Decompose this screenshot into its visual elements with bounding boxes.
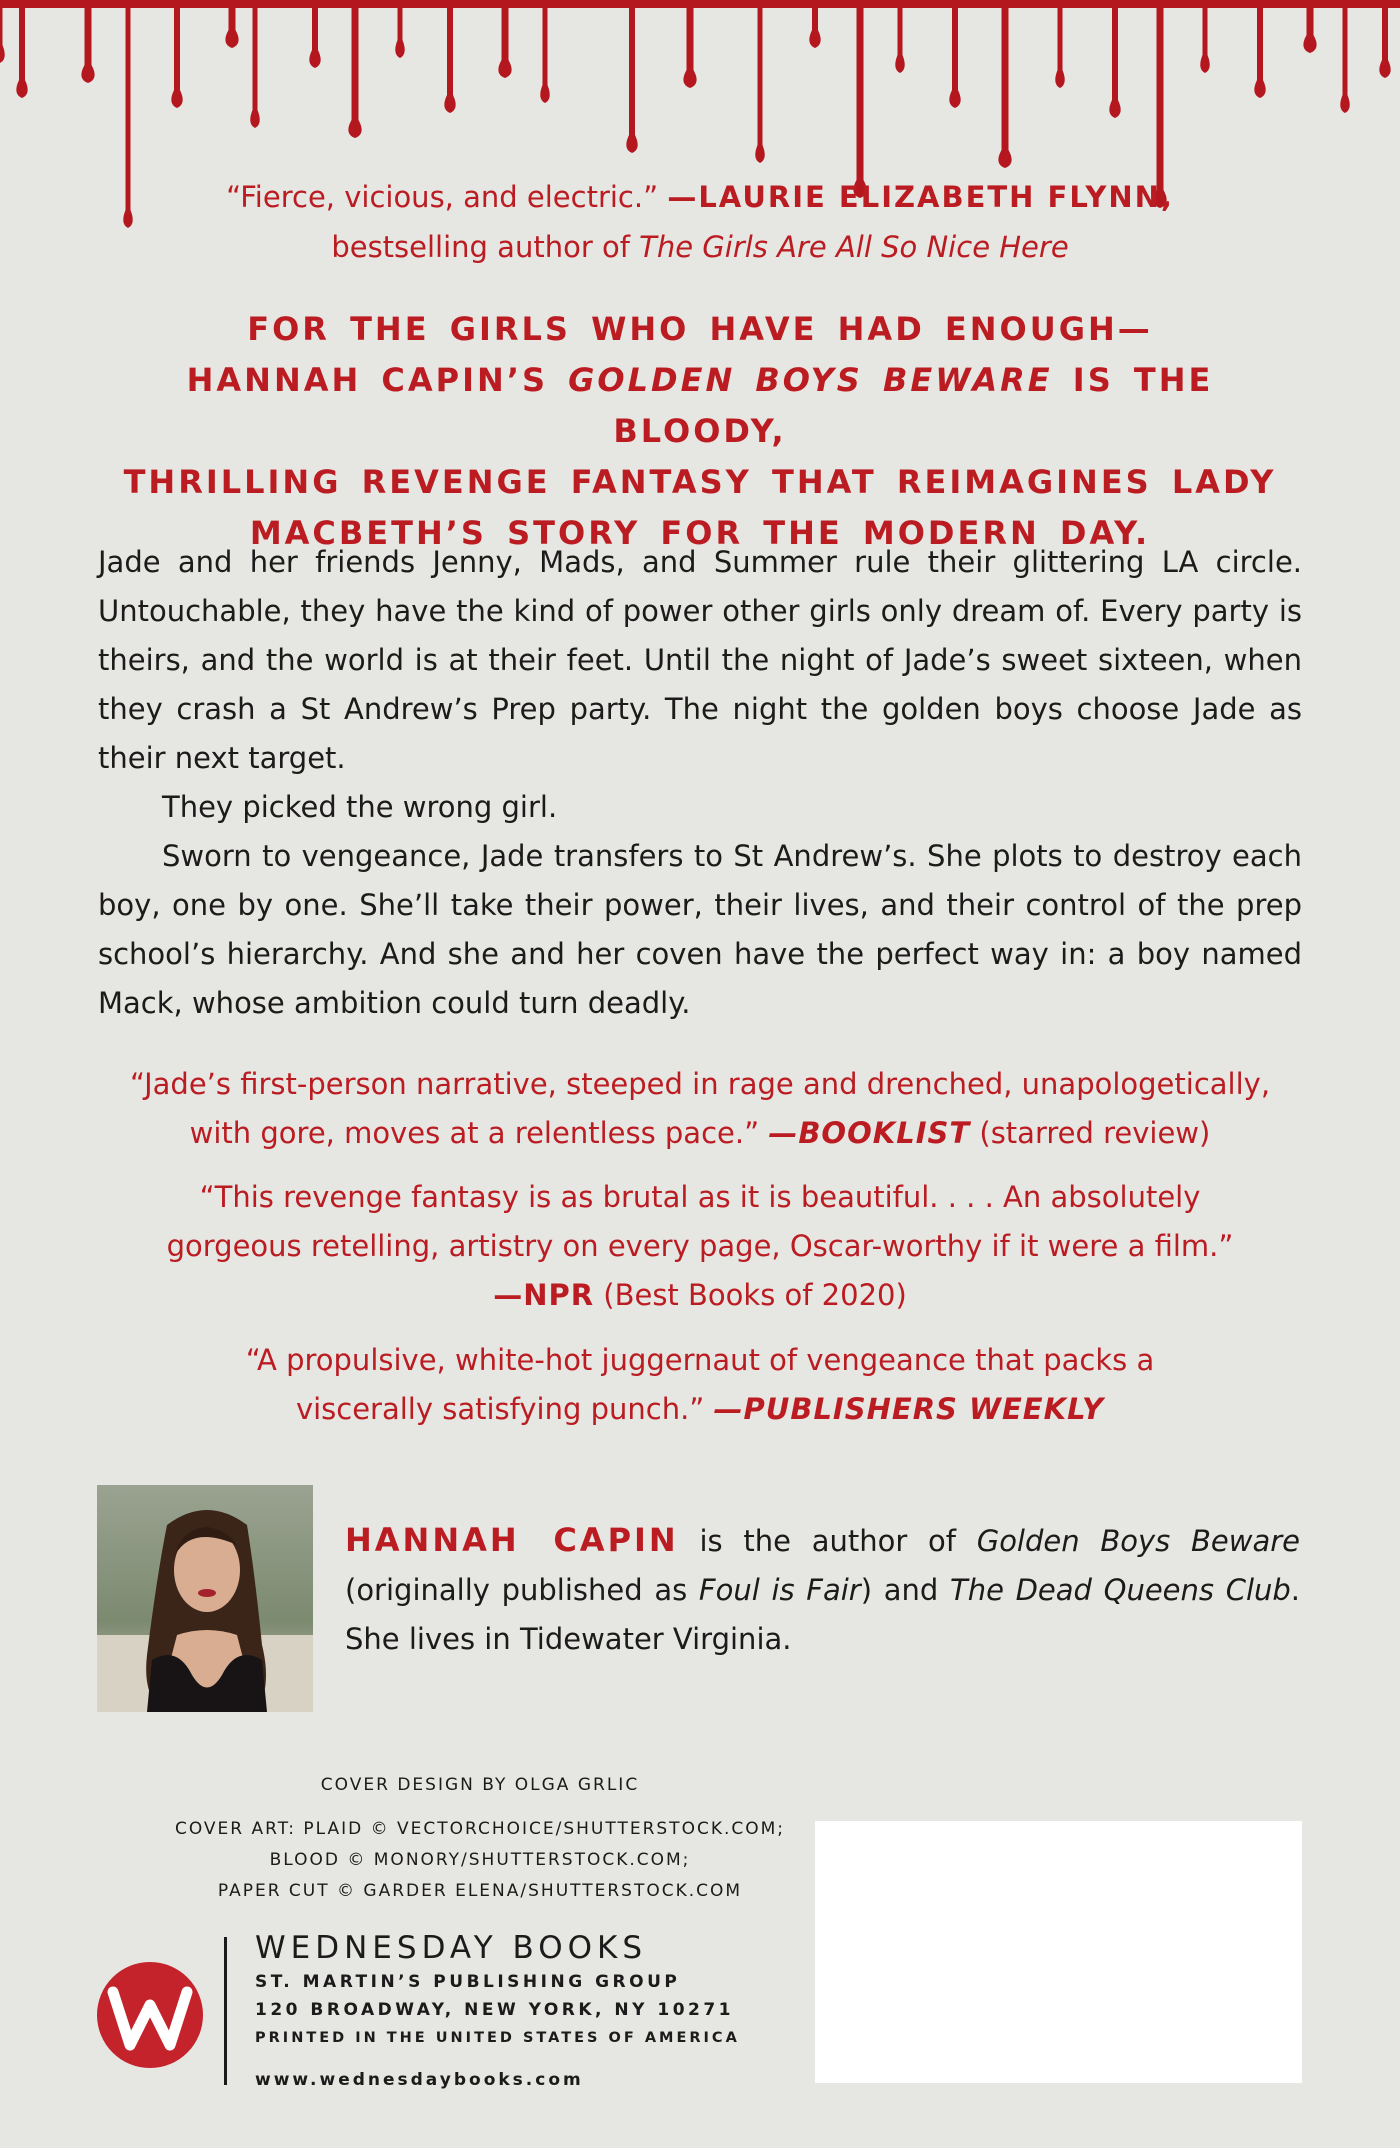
tagline-line-4: MACBETH’S STORY FOR THE MODERN DAY.	[249, 514, 1151, 552]
publisher-address: 120 BROADWAY, NEW YORK, NY 10271	[255, 2000, 735, 2020]
blood-drip	[16, 0, 27, 98]
blood-drip	[81, 0, 94, 83]
synopsis	[98, 538, 1302, 1028]
publisher-website-link[interactable]: www.wednesdaybooks.com	[255, 2070, 584, 2090]
blood-drip	[998, 0, 1011, 168]
review-quote-line: with gore, moves at a relentless pace.”	[189, 1116, 760, 1150]
review-source: —BOOKLIST	[768, 1116, 971, 1150]
blood-drip	[895, 0, 904, 73]
top-blurb-quote: “Fierce, vicious, and electric.”	[226, 180, 659, 214]
tagline-line-3: THRILLING REVENGE FANTASY THAT REIMAGINES LADY	[123, 463, 1277, 501]
review-npr	[100, 1173, 1300, 1320]
blood-drip	[853, 0, 866, 198]
review-source: —PUBLISHERS WEEKLY	[713, 1392, 1105, 1426]
top-blurb	[100, 172, 1300, 272]
tagline-line-2: HANNAH CAPIN’S GOLDEN BOYS BEWARE IS THE BLOODY,	[186, 361, 1214, 450]
blood-drip	[1109, 0, 1120, 118]
cover-art-credit-line: COVER ART: PLAID © VECTORCHOICE/SHUTTERSTOCK.COM;	[174, 1819, 786, 1839]
blood-drip	[348, 0, 361, 138]
author-name: HANNAH CAPIN	[345, 1521, 679, 1559]
blood-drip	[171, 0, 182, 108]
tagline-book-title: GOLDEN BOYS BEWARE	[568, 361, 1053, 399]
top-blurb-attribution: —LAURIE ELIZABETH FLYNN,	[667, 180, 1174, 214]
blood-drip	[0, 0, 5, 63]
blood-drip	[1379, 0, 1390, 78]
blood-drip	[309, 0, 320, 68]
blood-drip	[498, 0, 511, 78]
blood-drip	[683, 0, 696, 88]
review-quote-line: gorgeous retelling, artistry on every page, Oscar-worthy if it were a film.”	[166, 1229, 1234, 1263]
review-note: (starred review)	[979, 1116, 1211, 1150]
barcode-area	[815, 1821, 1302, 2083]
printed-in-notice: PRINTED IN THE UNITED STATES OF AMERICA	[255, 2030, 740, 2046]
synopsis-paragraph-3: Sworn to vengeance, Jade transfers to St Andrew’s. She plots to destroy each boy, one by one. She’ll take their power, their lives, and their control of the prep school’s hierarchy. And she and her coven have the perfect way in: a boy named Mack, whose ambition could turn deadly.	[98, 839, 1302, 1020]
blood-drip	[250, 0, 259, 128]
review-note: (Best Books of 2020)	[603, 1278, 907, 1312]
review-quote-line: “Jade’s first-person narrative, steeped in rage and drenched, unapologetically,	[129, 1067, 1271, 1101]
blood-drip	[1055, 0, 1064, 88]
blood-drip	[626, 0, 637, 153]
publisher-name: WEDNESDAY BOOKS	[255, 1930, 648, 1966]
review-quote-line: “This revenge fantasy is as brutal as it is beautiful. . . . An absolutely	[199, 1180, 1201, 1214]
blood-drip	[395, 0, 404, 58]
blood-drip	[1254, 0, 1265, 98]
blood-drip	[949, 0, 960, 108]
blood-drip	[540, 0, 549, 103]
top-blurb-book-title: The Girls Are All So Nice Here	[639, 230, 1069, 264]
publisher-info	[255, 1928, 815, 2090]
cover-art-credit-line: PAPER CUT © GARDER ELENA/SHUTTERSTOCK.COM	[217, 1881, 743, 1901]
review-quote-line: viscerally satisfying punch.”	[295, 1392, 705, 1426]
blood-drip	[1200, 0, 1209, 73]
blood-drip	[444, 0, 455, 113]
cover-art-credit-line: BLOOD © MONORY/SHUTTERSTOCK.COM;	[269, 1850, 691, 1870]
blood-drip	[755, 0, 764, 163]
top-blurb-credit: bestselling author of	[331, 230, 630, 264]
cover-design-credit: COVER DESIGN BY OLGA GRLIC	[320, 1775, 640, 1795]
author-book-title: Golden Boys Beware	[976, 1524, 1301, 1558]
publisher-group: ST. MARTIN’S PUBLISHING GROUP	[255, 1972, 681, 1992]
wednesday-books-w-logo-icon	[93, 1960, 208, 2070]
blood-drip	[1340, 0, 1349, 113]
review-source: —NPR	[493, 1278, 595, 1312]
tagline	[100, 304, 1300, 559]
publisher-divider	[224, 1937, 227, 2085]
synopsis-paragraph-1: Jade and her friends Jenny, Mads, and Summer rule their glittering LA circle. Untouchable, they have the kind of power other girls only dream of. Every party is theirs, and the world is at their feet. Until the night of Jade’s sweet sixteen, when they crash a St Andrew’s Prep party. The night the golden boys choose Jade as their next target.	[98, 545, 1302, 775]
review-booklist	[100, 1060, 1300, 1158]
tagline-line-1: FOR THE GIRLS WHO HAVE HAD ENOUGH—	[247, 310, 1153, 348]
author-book-title: The Dead Queens Club	[949, 1573, 1291, 1607]
synopsis-paragraph-2: They picked the wrong girl.	[162, 790, 558, 824]
author-bio: HANNAH CAPIN is the author of Golden Boys Beware (originally published as Foul is Fair) and The Dead Queens Club. She lives in Tidewater Virginia.	[345, 1521, 1301, 1656]
author-book-title: Foul is Fair	[698, 1573, 861, 1607]
review-publishers-weekly	[100, 1336, 1300, 1434]
author-photo	[97, 1485, 313, 1712]
cover-art-credits	[90, 1814, 870, 1907]
review-quote-line: “A propulsive, white-hot juggernaut of vengeance that packs a	[245, 1343, 1155, 1377]
